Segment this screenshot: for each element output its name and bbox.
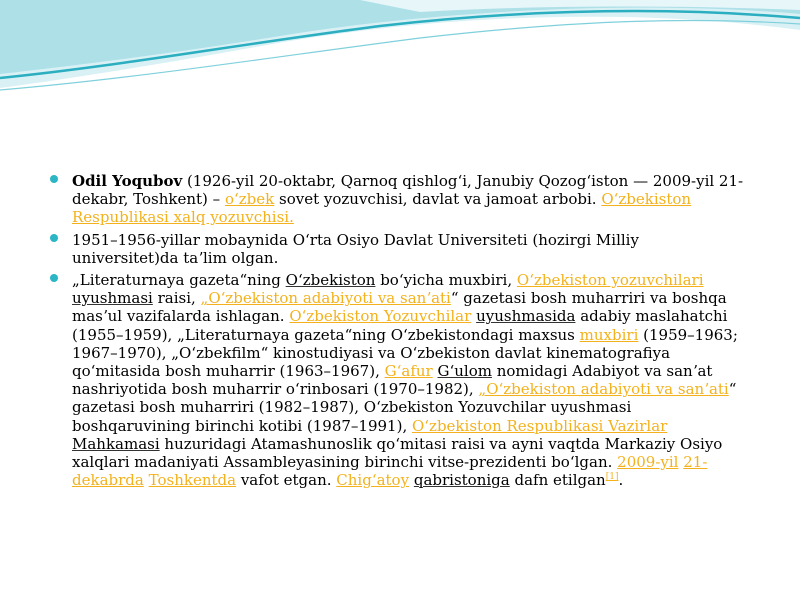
bullet-item-1 xyxy=(50,172,750,227)
link-ozbek[interactable]: oʻzbek xyxy=(224,190,275,209)
item-text: huzuridagi Atamashunoslik qoʻmitasi raisi va ayni vaqtda Markaziy Osiyo xalqlari madaniyati Assambleyasining birinchi vitse-prezidenti boʻlgan. xyxy=(72,434,723,472)
bullet-item-3 xyxy=(50,271,750,489)
link-toshkentda[interactable]: Toshkentda xyxy=(148,471,237,490)
link-gazeta[interactable]: „Oʻzbekiston adabiyoti va sanʼati xyxy=(200,289,451,308)
link-vazirlar[interactable]: Oʻzbekiston Respublikasi Vazirlar xyxy=(411,416,668,435)
person-name: Odil Yoqubov xyxy=(72,172,183,190)
item-text: 1951–1956-yillar mobaynida Oʻrta Osiyo Davlat Universiteti (hozirgi Milliy universitet)da taʼlim olgan. xyxy=(72,230,639,267)
link-gafur[interactable]: Gʻafur xyxy=(384,362,433,381)
bullet-icon xyxy=(50,175,58,183)
link-gazeta-2[interactable]: „Oʻzbekiston adabiyoti va sanʼati xyxy=(478,380,729,399)
link-yozuvchilari[interactable]: Oʻzbekiston yozuvchilari xyxy=(516,271,704,290)
item-text: boʻyicha muxbiri, xyxy=(375,271,517,290)
item-text: (1926-yil 20-oktabr, Qarnoq qishlogʻi, Janubiy Qozogʻiston — 2009-yil 21-dekabr, Toshkent) – xyxy=(72,172,744,209)
item-text: adabiy maslahatchi (1955–1959), „Literaturnaya gazeta“ning Oʻzbekistondagi maxsus xyxy=(72,307,728,344)
item-text: (1959–1963; 1967–1970), „Oʻzbekfilm“ kinostudiyasi va Oʻzbekiston davlat kinematografiya qoʻmitasida bosh muharrir (1963–1967), xyxy=(72,325,738,381)
item-text: “ gazetasi bosh muharriri va boshqa masʼul vazifalarda ishlagan. xyxy=(72,289,727,326)
item-text: vafot etgan. xyxy=(236,471,337,490)
link-xalq-yozuvchisi[interactable]: Oʻzbekiston Respublikasi xalq yozuvchisi. xyxy=(72,190,692,227)
link-qabristoniga[interactable]: qabristoniga xyxy=(413,471,510,490)
link-mahkamasi[interactable]: Mahkamasi xyxy=(72,434,160,453)
item-text: dafn etilgan xyxy=(509,471,606,490)
link-muxbiri[interactable]: muxbiri xyxy=(579,325,639,344)
item-text: “ gazetasi bosh muharriri (1982–1987), Oʻzbekiston Yozuvchilar uyushmasi boshqaruvining birinchi kotibi (1987–1991), xyxy=(72,380,737,435)
link-uyushmasi[interactable]: uyushmasi xyxy=(72,289,153,308)
link-gulom[interactable]: Gʻulom xyxy=(437,362,492,381)
item-text: „Literaturnaya gazeta“ning xyxy=(72,271,286,290)
item-text: raisi, xyxy=(152,289,201,308)
slide-body xyxy=(50,172,750,493)
link-chigatoy[interactable]: Chigʻatoy xyxy=(336,471,410,490)
link-2009-yil[interactable]: 2009-yil xyxy=(617,453,679,472)
item-text: sovet yozuvchisi, davlat va jamoat arbobi. xyxy=(274,190,602,209)
bullet-icon xyxy=(50,274,58,282)
link-ozbekiston[interactable]: Oʻzbekiston xyxy=(285,271,376,290)
link-21-dekabrda[interactable]: 21-dekabrda xyxy=(72,453,708,490)
header-wave-decoration xyxy=(0,0,800,110)
bullet-item-2 xyxy=(50,231,750,267)
item-text: nomidagi Adabiyot va sanʼat nashriyotida bosh muharrir oʻrinbosari (1970–1982), xyxy=(72,362,713,399)
link-yozuvchilar[interactable]: Oʻzbekiston Yozuvchilar xyxy=(289,307,472,326)
footnote-ref[interactable]: [1] xyxy=(605,472,619,483)
bullet-icon xyxy=(50,234,58,242)
link-uyushmasida[interactable]: uyushmasida xyxy=(476,307,576,326)
item-text: . xyxy=(618,471,624,490)
